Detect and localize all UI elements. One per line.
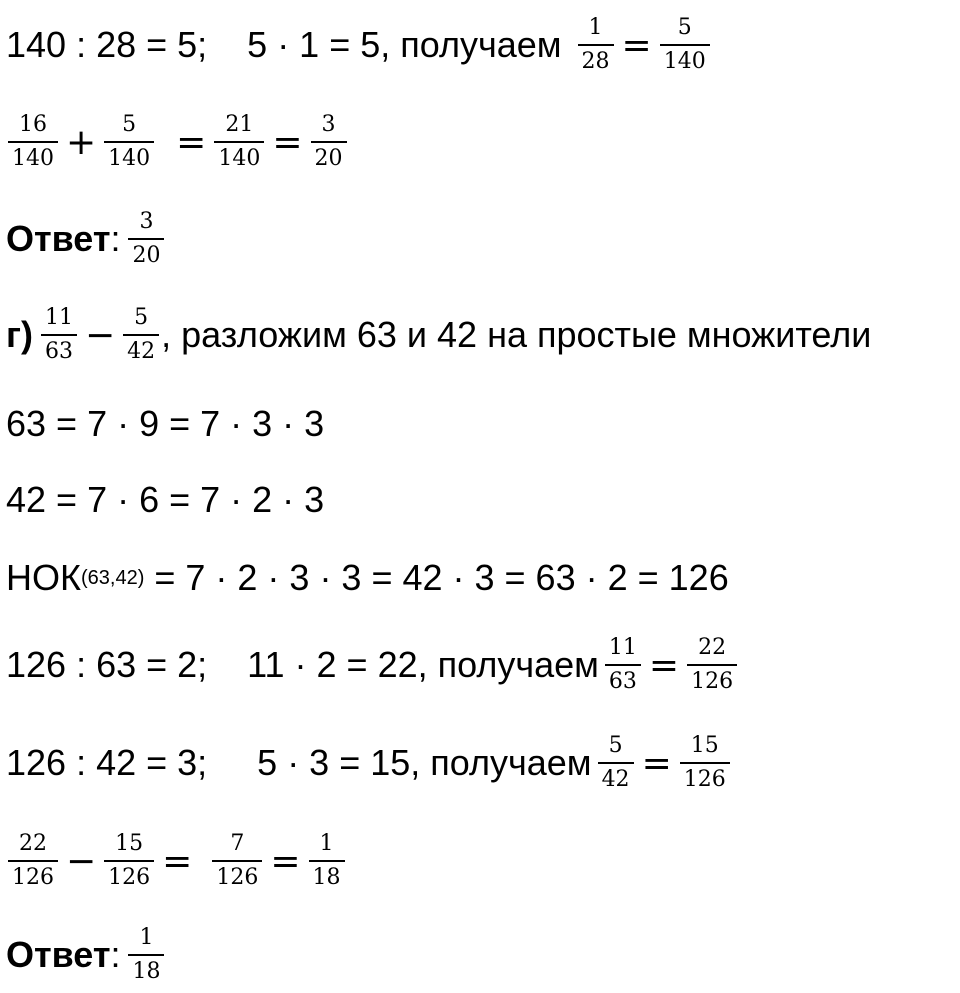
equals-sign: = bbox=[648, 644, 680, 686]
division-text: 126 : 42 = 3; bbox=[6, 742, 208, 783]
equals-sign: = bbox=[641, 742, 672, 784]
equals-sign: = bbox=[176, 121, 207, 163]
answer-line-1 bbox=[6, 204, 166, 274]
colon: : bbox=[110, 934, 121, 975]
line-9 bbox=[6, 728, 732, 798]
factorization-42: 42 = 7 · 6 = 7 · 2 · 3 bbox=[6, 479, 325, 520]
answer-label: Ответ bbox=[6, 218, 111, 259]
part-g-line bbox=[6, 300, 871, 370]
fraction: $\frac{1}{18}$ bbox=[309, 833, 345, 889]
fraction: $\frac{16}{140}$ bbox=[8, 114, 58, 170]
answer-line-2 bbox=[6, 920, 166, 990]
equals-sign: = bbox=[162, 840, 193, 882]
fraction: $\frac{5}{42}$ bbox=[123, 307, 159, 363]
multiplication-text: 5 · 3 = 15, получаем bbox=[257, 742, 592, 783]
fraction: $\frac{22}{126}$ bbox=[8, 833, 58, 889]
fraction: $\frac{3}{20}$ bbox=[128, 211, 164, 267]
answer-label: Ответ bbox=[6, 934, 111, 975]
line-8 bbox=[6, 630, 739, 700]
fraction: $\frac{5}{140}$ bbox=[104, 114, 154, 170]
fraction: $\frac{5}{42}$ bbox=[598, 735, 634, 791]
fraction: $\frac{7}{126}$ bbox=[212, 833, 262, 889]
lcm-label: НОК bbox=[6, 557, 81, 598]
division-text: 140 : 28 = 5; bbox=[6, 24, 208, 65]
fraction: $\frac{1}{18}$ bbox=[128, 927, 164, 983]
fraction: $\frac{11}{63}$ bbox=[605, 637, 641, 693]
fraction: $\frac{3}{20}$ bbox=[311, 114, 347, 170]
multiplication-text: 5 · 1 = 5, получаем bbox=[247, 24, 562, 65]
equals-sign: = bbox=[270, 840, 301, 882]
factorization-63: 63 = 7 · 9 = 7 · 3 · 3 bbox=[6, 403, 325, 444]
fraction: $\frac{15}{126}$ bbox=[104, 833, 154, 889]
fraction: $\frac{11}{63}$ bbox=[41, 307, 77, 363]
lcm-subscript: (63,42) bbox=[80, 566, 145, 589]
part-label: г) bbox=[6, 314, 33, 355]
part-g-text: , разложим 63 и 42 на простые множители bbox=[161, 314, 872, 355]
fraction: $\frac{15}{126}$ bbox=[680, 735, 730, 791]
line-2 bbox=[6, 107, 349, 177]
minus-sign: − bbox=[84, 314, 116, 356]
colon: : bbox=[110, 218, 121, 259]
lcm-line bbox=[6, 543, 729, 613]
fraction: $\frac{21}{140}$ bbox=[214, 114, 264, 170]
lcm-value: = 7 · 2 · 3 · 3 = 42 · 3 = 63 · 2 = 126 bbox=[144, 557, 729, 598]
division-text: 126 : 63 = 2; bbox=[6, 644, 208, 685]
equals-sign: = bbox=[272, 121, 303, 163]
fraction: $\frac{5}{140}$ bbox=[660, 17, 710, 73]
multiplication-text: 11 · 2 = 22, получаем bbox=[247, 644, 599, 685]
line-1 bbox=[6, 10, 712, 80]
line-10 bbox=[6, 826, 347, 896]
fraction: $\frac{1}{28}$ bbox=[578, 17, 614, 73]
equals-sign: = bbox=[621, 24, 652, 66]
minus-sign: − bbox=[66, 840, 97, 882]
plus-sign: + bbox=[66, 121, 97, 163]
fraction: $\frac{22}{126}$ bbox=[687, 637, 737, 693]
